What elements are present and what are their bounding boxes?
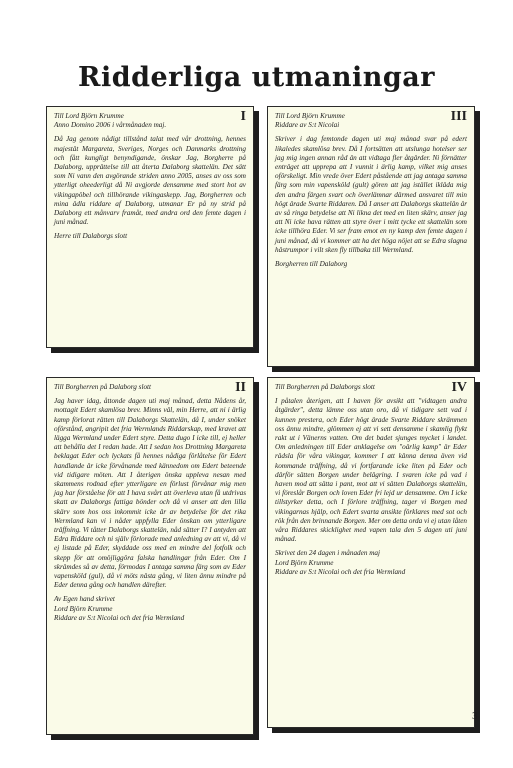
letter-signature-line: Herre till Dalaborgs slott bbox=[54, 232, 128, 241]
letter-signature-line: Riddare av S:t Nicolai och det fria Wermland bbox=[54, 613, 185, 622]
letter-header-line: Riddare av S:t Nicolai bbox=[275, 121, 340, 130]
letter-card-3 bbox=[267, 106, 475, 367]
letter-body: Jag haver idag, åttonde dagen uti maj månad, detta Nådens år, mottagit Edert skamlösa brev. Minns väl, min Herre, att ni i ärlig kamp förlorat rätten till Dalaborgs Skattelän, då I, under snöket oförstånd, angripit det fria Wermlands Riddarskap, med kravet att lägga Wermland under Edert styre. Detta dugo I icke till, ej heller att behålla det I redan hade. Att I sedan hos Drottning Margareta beklagat Eder och lyckats få hennes nådiga förlåtelse för Edert handlande är icke förvånande med kännedom om Edert beteende vid tidigare möten. Att I återigen önska uppleva nesan med skammens rodnad efter ytterligare en förlust förvånar mig men jag har förståelse för att I hava svårt att överleva utan få utdrivas skatt av Dalaborgs fattiga bönder och då vi anser att den lilla skärv som hos oss inkommit icke är av betydelse för det rika Wermland kan vi i nåder uppfylla Eder önskan om ytterligare träffning. Vi tåtter Dalaborgs skattelän, nåd sätter I? I antyden att Edra Riddare och ni själv förlorade med anledning av att vi, då vi ej listade på Eder, skyddade oss med en mindre del fotfolk och skepp för att omöjliggöra falska handlingar från Eder. Om I skrämdes så av detta, förmodas I antaga samma färg som av Eder vapensköld (gul), då vi möts nästa gång, vi liten ännu mindre på Eder denna gång och handlen därefter. bbox=[54, 397, 246, 590]
letter-header-line: Till Borgherren på Dalaborgs slott bbox=[275, 383, 375, 391]
letter-body: Skriver i dag femtonde dagen uti maj månad svar på edert likaledes skamlösa brev. Då I fortsätten att utslunga hotelser ser jag mig ingen annan råd än att vidtaga fler åtgärder. Ni förnätter enträget att upprepa att I vunnit i ärlig kamp, vilket mig anses oförskeligt. Min vrede över Edert påstående att jag antaga samma färg som min vapensköld (gult) gören att jag istället ikläda mig den andra färgen svart och överlämnar därmed ansvaret till min högt ärade Svarte Riddaren. Då I anser att Dalaborgs skattelän är av så ringa betydelse att Ni likna det med en liten skärv, anser jag att Ni icke hava rätten att styre över i mitt tycke ett skattelän som icke tillhöra Eder. Vi ser fram emot en ny kamp den femte dagen i juni månad, då vi kommer att ha det höga nöjet att se Edra slagna hästrumpor i vilt sken fly tillbaka till Wermland. bbox=[275, 135, 467, 254]
page-number: 3 bbox=[472, 710, 478, 722]
letter-header-line: Till Lord Björn Krumme bbox=[275, 112, 345, 120]
letter-signature-line: Lord Björn Krumme bbox=[275, 558, 334, 567]
letter-signature-line: Skrivet den 24 dagen i månaden maj bbox=[275, 549, 380, 558]
letter-card-4 bbox=[267, 377, 475, 728]
letter-header-line: Anno Domino 2006 i vårmånaden maj. bbox=[54, 121, 167, 130]
letter-header-line: Till Lord Björn Krumme bbox=[54, 112, 124, 120]
letter-signature-line: Borgherren till Dalaborg bbox=[275, 260, 348, 269]
letter-header-line: Till Borgherren på Dalaborg slott bbox=[54, 383, 152, 391]
letter-numeral: IV bbox=[451, 380, 467, 395]
letter-signature-line: Av Egen hand skrivet bbox=[54, 595, 115, 604]
letter-numeral: I bbox=[240, 109, 246, 124]
letter-signature-line: Lord Björn Krumme bbox=[54, 604, 113, 613]
page-title: Ridderliga utmaningar bbox=[78, 62, 435, 93]
letter-numeral: III bbox=[450, 109, 467, 124]
letter-card-2 bbox=[46, 377, 254, 735]
letter-signature-line: Riddare av S:t Nicolai och det fria Wermland bbox=[275, 567, 406, 576]
letter-body: Då Jag genom nådigt tillstånd talat med vår drottning, hennes majestät Margareta, Sveriges, Norges och Danmarks drottning och fått kungligt benyndigande, önskar Jag, Borgherre på Dalaborg, upprättelse till att återta Dalaborg skattelän. Det sätt som Ni vann den avgörande striden anno 2005, anses av oss som ytterligt oheederligt då Ni avgjorde densamme med stort hot av vikingapöbel och tillhörande vikingaskepp. Jag, Borgherren och mina ädla riddare af Dalaborg, utmanar Er på ny strid på Dalaborg ett månvarv framåt, med andra ord den femte dagen i juni månad. bbox=[54, 135, 246, 227]
letter-body: I påtalen återigen, att I haven för avsikt att "vidtagen andra åtgärder", detta lämne oss utan oro, då vi tidigare sett vad i kunnen prestera, och Eder högt ärade Svarte Riddare skrämmen oss ännu mindre, glömmen ej att vi sett densamme i skamlig flykt rakt ut i Vänerns vatten. Om det badet sjunges mycket i landet. Om anledningen till Eder anklagelse om "oärlig kamp" är Eder rädsla för våra vikingar, kommer I att känna denna även vid kommande träffning, då vi fortfarande icke liten på Eder och därför sätten Borgen under belägring. I svaren icke på vad i haven mod att sätta i pant, mot att vi sätten Dalaborgs skattelän, vi föreslår Borgen och loven Eder fri lejd ur densamme. Om I icke tillstyrker detta, och I förlore träffning, tager vi Borgen med vikingarnas hjälp, och Edert svarta ansikte förklares med sot och rök från den brinnande Borgen. Mer om detta orda vi ej utan låten våra Riddares skicklighet med vapen tala den 5 dagen uti juni månad. bbox=[275, 397, 467, 544]
letter-numeral: II bbox=[235, 380, 246, 395]
letter-card-1 bbox=[46, 106, 254, 348]
